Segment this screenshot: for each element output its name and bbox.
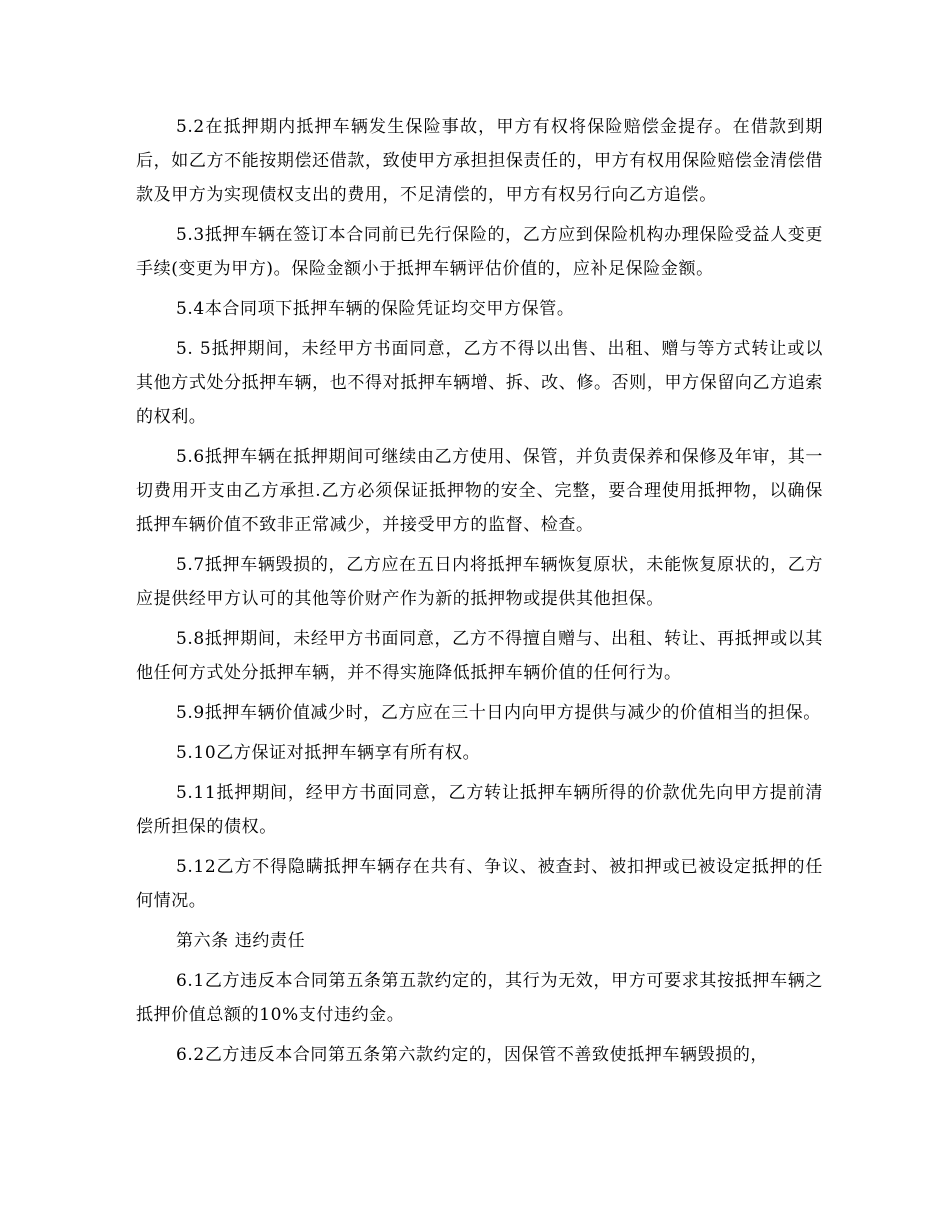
clause-5-2: 5.2在抵押期内抵押车辆发生保险事故，甲方有权将保险赔偿金提存。在借款到期后，如乙方不能按期偿还借款，致使甲方承担担保责任的，甲方有权用保险赔偿金清偿借款及甲方为实现债权支出的费用，不足清偿的，甲方有权另行向乙方追偿。 [136,117,823,205]
clause-5-5: 5. 5抵押期间，未经甲方书面同意，乙方不得以出售、出租、赠与等方式转让或以其他方式处分抵押车辆，也不得对抵押车辆增、拆、改、修。否则，甲方保留向乙方追索的权利。 [136,339,823,427]
section-heading-article-6: 第六条 违约责任 [176,931,306,951]
clause-5-11: 5.11抵押期间，经甲方书面同意，乙方转让抵押车辆所得的价款优先向甲方提前清偿所担保的债权。 [136,783,823,837]
clause-5-4: 5.4本合同项下抵押车辆的保险凭证均交甲方保管。 [176,299,575,319]
clause-5-7: 5.7抵押车辆毁损的，乙方应在五日内将抵押车辆恢复原状，未能恢复原状的，乙方应提供经甲方认可的其他等价财产作为新的抵押物或提供其他担保。 [136,555,823,609]
clause-5-8: 5.8抵押期间，未经甲方书面同意，乙方不得擅自赠与、出租、转让、再抵押或以其他任何方式处分抵押车辆，并不得实施降低抵押车辆价值的任何行为。 [136,629,823,683]
clause-5-3: 5.3抵押车辆在签订本合同前已先行保险的，乙方应到保险机构办理保险受益人变更手续(变更为甲方)。保险金额小于抵押车辆评估价值的，应补足保险金额。 [136,225,823,279]
document-page [136,110,823,1078]
clause-6-1: 6.1乙方违反本合同第五条第五款约定的，其行为无效，甲方可要求其按抵押车辆之抵押价值总额的10%支付违约金。 [136,971,823,1025]
clause-5-6: 5.6抵押车辆在抵押期间可继续由乙方使用、保管，并负责保养和保修及年审，其一切费用开支由乙方承担.乙方必须保证抵押物的安全、完整，要合理使用抵押物，以确保抵押车辆价值不致非正常减少，并接受甲方的监督、检查。 [136,447,823,535]
clause-5-12: 5.12乙方不得隐瞒抵押车辆存在共有、争议、被查封、被扣押或已被设定抵押的任何情况。 [136,857,823,911]
clause-6-2: 6.2乙方违反本合同第五条第六款约定的，因保管不善致使抵押车辆毁损的， [176,1045,769,1065]
clause-5-10: 5.10乙方保证对抵押车辆享有所有权。 [176,743,481,763]
clause-5-9: 5.9抵押车辆价值减少时，乙方应在三十日内向甲方提供与减少的价值相当的担保。 [176,703,821,723]
